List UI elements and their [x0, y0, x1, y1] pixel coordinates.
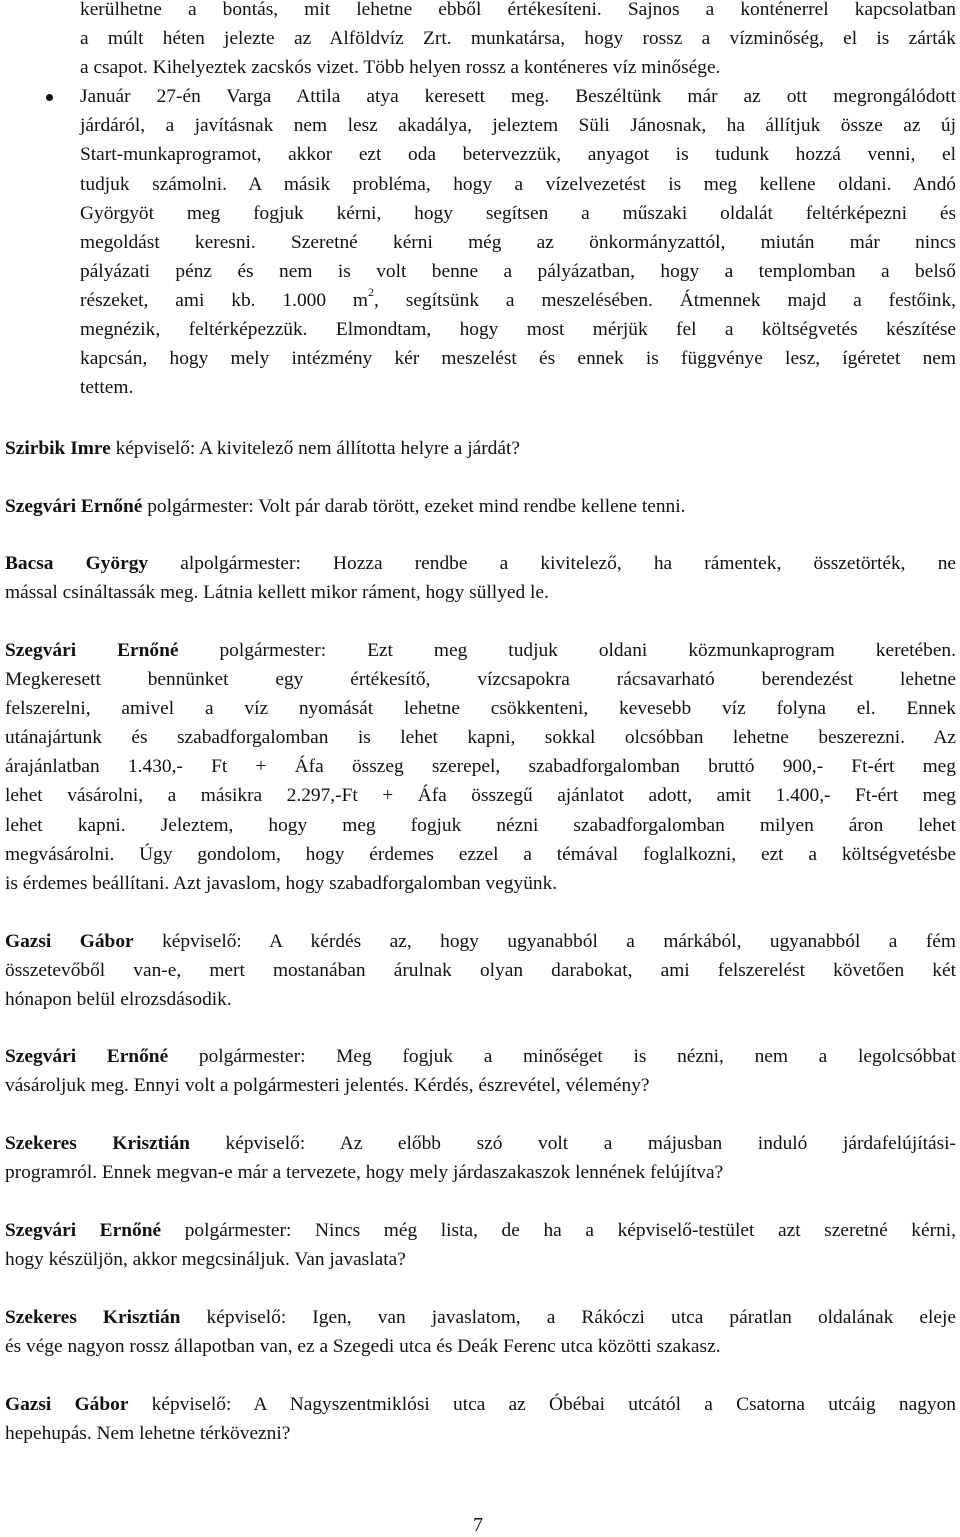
paragraph — [5, 1042, 956, 1100]
text-line: kapcsán, hogy mely intézmény kér meszelést és ennek is függvénye lesz, ígéretet nem — [80, 348, 956, 370]
paragraph — [5, 492, 956, 521]
speaker-name: Szegvári Ernőné — [5, 640, 179, 661]
text-line: tettem. — [80, 377, 134, 399]
text-line: felszerelni, amivel a víz nyomását lehetne csökkenteni, kevesebb víz folyna el. Ennek — [5, 698, 956, 720]
speaker-name: Bacsa György — [5, 553, 149, 574]
text-line: árajánlatban 1.430,- Ft + Áfa összeg szerepel, szabadforgalomban bruttó 900,- Ft-ért meg — [5, 756, 956, 778]
page-number: 7 — [473, 1514, 483, 1536]
text-segment: polgármester: Ezt meg tudjuk oldani közmunkaprogram keretében. — [178, 640, 956, 661]
speaker-name: Gazsi Gábor — [5, 1394, 129, 1415]
superscript: 2 — [368, 285, 375, 300]
text-line — [5, 492, 956, 521]
text-line: is érdemes beállítani. Azt javaslom, hogy szabadforgalomban vegyünk. — [5, 872, 558, 894]
text-line: a csapot. Kihelyeztek zacskós vizet. Több helyen rossz a konténeres víz minősége. — [80, 57, 721, 79]
bullet-list — [80, 0, 956, 402]
bullet-dot-icon — [46, 94, 53, 101]
text-segment: képviselő: A kivitelező nem állította helyre a járdát? — [110, 438, 520, 459]
text-line: Györgyöt meg fogjuk kérni, hogy segítsen a műszaki oldalát feltérképezni és — [80, 202, 956, 224]
text-segment: képviselő: A kérdés az, hogy ugyanabból a márkából, ugyanabból a fém — [133, 931, 956, 952]
speaker-name: Szegvári Ernőné — [5, 1046, 169, 1067]
paragraph — [5, 636, 956, 898]
bullet-item — [80, 82, 956, 402]
text-line: járdáról, a javításnak nem lesz akadálya, jeleztem Süli Jánosnak, ha állítjuk össze az új — [80, 115, 956, 137]
text-segment: alpolgármester: Hozza rendbe a kivitelező, ha rámentek, összetörték, ne — [148, 553, 956, 574]
speaker-name: Szirbik Imre — [5, 438, 111, 459]
paragraph — [5, 549, 956, 607]
speaker-name: Szegvári Ernőné — [5, 1220, 162, 1241]
text-line: hónapon belül elrozsdásodik. — [5, 989, 232, 1011]
text-line: és vége nagyon rossz állapotban van, ez a Szegedi utca és Deák Ferenc utca közötti szakasz. — [5, 1336, 721, 1358]
text-line: lehet vásárolni, a másikra 2.297,-Ft + Áfa összegű ajánlatot adott, amit 1.400,- Ft-ért meg — [5, 785, 956, 807]
text-line — [5, 1390, 956, 1419]
text-line — [80, 286, 956, 315]
paragraph — [5, 434, 956, 463]
text-line: hogy készüljön, akkor megcsináljuk. Van javaslata? — [5, 1249, 406, 1271]
text-line — [5, 636, 956, 665]
text-line — [5, 1303, 956, 1332]
text-line: programról. Ennek megvan-e már a tervezete, hogy mely járdaszakaszok lennének felújítva? — [5, 1162, 724, 1184]
text-segment: polgármester: Nincs még lista, de ha a képviselő-testület azt szeretné kérni, — [161, 1220, 956, 1241]
text-line: Start-munkaprogramot, akkor ezt oda betervezzük, anyagot is tudunk hozzá venni, el — [80, 144, 956, 166]
speaker-name: Szekeres Krisztián — [5, 1133, 190, 1154]
text-line: mással csináltassák meg. Látnia kellett mikor ráment, hogy süllyed le. — [5, 582, 549, 604]
paragraph — [5, 1303, 956, 1361]
text-line — [5, 434, 956, 463]
text-line: Január 27-én Varga Attila atya keresett meg. Beszéltünk már az ott megrongálódott — [80, 86, 956, 108]
speaker-name: Gazsi Gábor — [5, 931, 134, 952]
text-segment: polgármester: Meg fogjuk a minőséget is nézni, nem a legolcsóbbat — [168, 1046, 956, 1067]
text-line — [5, 927, 956, 956]
text-line: hepehupás. Nem lehetne térkövezni? — [5, 1423, 291, 1445]
text-line: utánajártunk és szabadforgalomban is lehet kapni, sokkal olcsóbban lehetne beszerezni. Az — [5, 727, 956, 749]
text-line: vásároljuk meg. Ennyi volt a polgármesteri jelentés. Kérdés, észrevétel, vélemény? — [5, 1075, 650, 1097]
text-segment: képviselő: Igen, van javaslatom, a Rákóczi utca páratlan oldalának eleje — [180, 1307, 956, 1328]
text-segment: , segítsünk a meszelésében. Átmennek majd a festőink, — [374, 289, 956, 311]
text-segment: képviselő: Az előbb szó volt a májusban induló járdafelújítási- — [189, 1133, 957, 1154]
paragraph — [5, 927, 956, 1014]
text-segment: képviselő: A Nagyszentmiklósi utca az Óbébai utcától a Csatorna utcáig nagyon — [128, 1394, 956, 1415]
text-line: megoldást keresni. Szeretné kérni még az önkormányzattól, miután már nincs — [80, 231, 956, 253]
paragraph — [5, 1390, 956, 1448]
text-line — [5, 1216, 956, 1245]
text-segment: polgármester: Volt pár darab törött, ezeket mind rendbe kellene tenni. — [142, 496, 686, 517]
text-segment: részeket, ami kb. 1.000 m — [80, 289, 369, 311]
speaker-name: Szegvári Ernőné — [5, 496, 143, 517]
paragraph — [5, 1129, 956, 1187]
text-line: kerülhetne a bontás, mit lehetne ebből értékesíteni. Sajnos a konténerrel kapcsolatban — [80, 0, 956, 20]
text-line: összetevőből van-e, mert mostanában árulnak olyan darabokat, ami felszerelést követően két — [5, 960, 956, 982]
text-line — [5, 1129, 956, 1158]
text-line: Megkeresett bennünket egy értékesítő, vízcsapokra rácsavarható berendezést lehetne — [5, 669, 956, 691]
text-line — [5, 1042, 956, 1071]
text-line: tudjuk számolni. A másik probléma, hogy a vízelvezetést is meg kellene oldani. Andó — [80, 173, 956, 195]
text-line — [5, 549, 956, 578]
speaker-name: Szekeres Krisztián — [5, 1307, 181, 1328]
paragraph — [5, 1216, 956, 1274]
text-line: lehet kapni. Jeleztem, hogy meg fogjuk nézni szabadforgalomban milyen áron lehet — [5, 814, 956, 836]
text-line: a múlt héten jelezte az Alföldvíz Zrt. munkatársa, hogy rossz a vízminőség, el is zárták — [80, 28, 956, 50]
text-line: megvásárolni. Úgy gondolom, hogy érdemes ezzel a témával foglalkozni, ezt a költségvetésbe — [5, 843, 956, 865]
text-line: pályázati pénz és nem is volt benne a pályázatban, hogy a templomban a belső — [80, 260, 956, 282]
text-line: megnézik, feltérképezzük. Elmondtam, hogy most mérjük fel a költségvetés készítése — [80, 319, 956, 341]
